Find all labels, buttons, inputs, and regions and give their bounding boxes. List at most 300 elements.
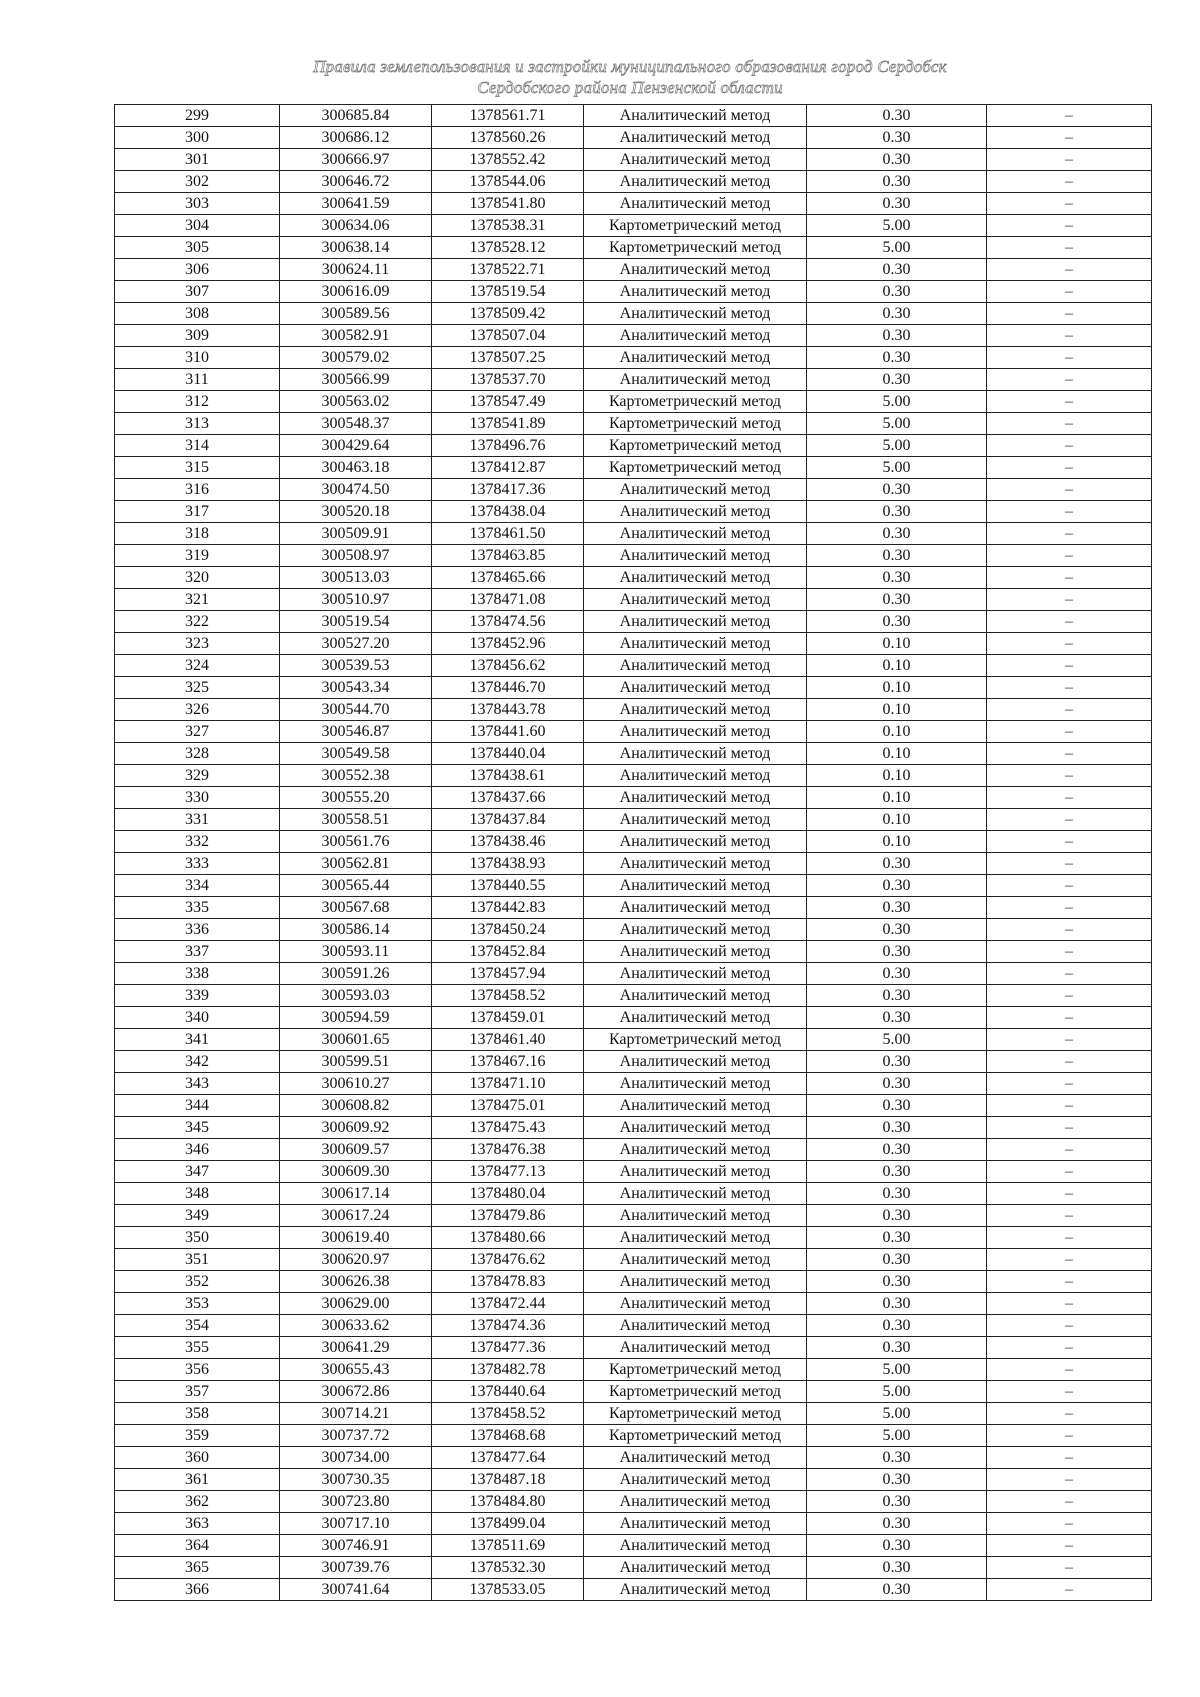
cell-accuracy: 0.30 [807,589,987,611]
cell-note: – [987,1557,1152,1579]
cell-method: Аналитический метод [584,963,807,985]
cell-y: 1378440.04 [432,743,584,765]
cell-method: Аналитический метод [584,149,807,171]
cell-note: – [987,1403,1152,1425]
cell-y: 1378533.05 [432,1579,584,1601]
cell-point-number: 317 [115,501,280,523]
cell-y: 1378465.66 [432,567,584,589]
cell-x: 300641.59 [280,193,432,215]
table-row [115,1249,1152,1271]
cell-x: 300548.37 [280,413,432,435]
cell-accuracy: 0.30 [807,171,987,193]
cell-x: 300593.03 [280,985,432,1007]
cell-x: 300567.68 [280,897,432,919]
cell-note: – [987,941,1152,963]
cell-x: 300620.97 [280,1249,432,1271]
cell-note: – [987,303,1152,325]
cell-y: 1378482.78 [432,1359,584,1381]
cell-y: 1378476.62 [432,1249,584,1271]
cell-point-number: 321 [115,589,280,611]
table-row [115,809,1152,831]
cell-x: 300589.56 [280,303,432,325]
table-row [115,413,1152,435]
cell-y: 1378461.50 [432,523,584,545]
table-row [115,941,1152,963]
cell-x: 300608.82 [280,1095,432,1117]
cell-y: 1378475.43 [432,1117,584,1139]
cell-point-number: 352 [115,1271,280,1293]
table-row [115,171,1152,193]
cell-accuracy: 0.30 [807,1535,987,1557]
page-header [180,56,1080,98]
cell-point-number: 327 [115,721,280,743]
cell-x: 300609.30 [280,1161,432,1183]
cell-method: Аналитический метод [584,567,807,589]
cell-point-number: 301 [115,149,280,171]
cell-point-number: 318 [115,523,280,545]
table-row [115,985,1152,1007]
cell-method: Аналитический метод [584,633,807,655]
cell-point-number: 342 [115,1051,280,1073]
cell-x: 300633.62 [280,1315,432,1337]
cell-method: Аналитический метод [584,589,807,611]
cell-y: 1378452.84 [432,941,584,963]
cell-method: Аналитический метод [584,1051,807,1073]
cell-point-number: 353 [115,1293,280,1315]
cell-accuracy: 0.10 [807,765,987,787]
cell-method: Аналитический метод [584,1535,807,1557]
cell-y: 1378538.31 [432,215,584,237]
cell-x: 300734.00 [280,1447,432,1469]
table-row [115,677,1152,699]
table-row [115,1139,1152,1161]
cell-note: – [987,1183,1152,1205]
cell-y: 1378477.64 [432,1447,584,1469]
cell-note: – [987,787,1152,809]
cell-note: – [987,391,1152,413]
cell-y: 1378561.71 [432,105,584,127]
cell-point-number: 306 [115,259,280,281]
cell-method: Аналитический метод [584,743,807,765]
cell-note: – [987,1359,1152,1381]
cell-point-number: 345 [115,1117,280,1139]
cell-x: 300741.64 [280,1579,432,1601]
cell-note: – [987,1315,1152,1337]
cell-accuracy: 0.30 [807,1139,987,1161]
cell-note: – [987,259,1152,281]
cell-note: – [987,1513,1152,1535]
cell-x: 300508.97 [280,545,432,567]
cell-method: Аналитический метод [584,831,807,853]
cell-x: 300558.51 [280,809,432,831]
cell-x: 300579.02 [280,347,432,369]
cell-method: Аналитический метод [584,897,807,919]
table-row [115,1227,1152,1249]
cell-method: Картометрический метод [584,215,807,237]
cell-y: 1378417.36 [432,479,584,501]
cell-y: 1378452.96 [432,633,584,655]
cell-accuracy: 0.10 [807,677,987,699]
cell-method: Картометрический метод [584,1359,807,1381]
cell-x: 300641.29 [280,1337,432,1359]
cell-y: 1378544.06 [432,171,584,193]
cell-x: 300552.38 [280,765,432,787]
cell-y: 1378438.46 [432,831,584,853]
cell-accuracy: 0.30 [807,567,987,589]
cell-y: 1378507.04 [432,325,584,347]
cell-accuracy: 0.30 [807,1315,987,1337]
cell-note: – [987,1161,1152,1183]
cell-x: 300617.24 [280,1205,432,1227]
cell-x: 300609.57 [280,1139,432,1161]
cell-note: – [987,1469,1152,1491]
cell-accuracy: 0.30 [807,1447,987,1469]
cell-accuracy: 0.30 [807,1095,987,1117]
cell-point-number: 361 [115,1469,280,1491]
cell-y: 1378471.10 [432,1073,584,1095]
table-row [115,831,1152,853]
cell-y: 1378438.61 [432,765,584,787]
cell-y: 1378537.70 [432,369,584,391]
cell-accuracy: 5.00 [807,1425,987,1447]
cell-x: 300730.35 [280,1469,432,1491]
cell-accuracy: 0.30 [807,1579,987,1601]
cell-note: – [987,1337,1152,1359]
cell-y: 1378463.85 [432,545,584,567]
cell-point-number: 325 [115,677,280,699]
cell-x: 300737.72 [280,1425,432,1447]
cell-method: Аналитический метод [584,369,807,391]
table-row [115,347,1152,369]
cell-note: – [987,1447,1152,1469]
cell-note: – [987,1381,1152,1403]
cell-x: 300672.86 [280,1381,432,1403]
cell-accuracy: 0.30 [807,963,987,985]
cell-point-number: 351 [115,1249,280,1271]
cell-note: – [987,1205,1152,1227]
cell-x: 300609.92 [280,1117,432,1139]
table-row [115,853,1152,875]
table-row [115,1535,1152,1557]
cell-note: – [987,611,1152,633]
cell-point-number: 343 [115,1073,280,1095]
cell-y: 1378457.94 [432,963,584,985]
cell-point-number: 323 [115,633,280,655]
cell-accuracy: 0.10 [807,809,987,831]
cell-note: – [987,699,1152,721]
cell-accuracy: 0.30 [807,1007,987,1029]
cell-y: 1378480.66 [432,1227,584,1249]
cell-note: – [987,171,1152,193]
cell-y: 1378478.83 [432,1271,584,1293]
cell-x: 300655.43 [280,1359,432,1381]
table-row [115,1469,1152,1491]
table-row [115,1557,1152,1579]
cell-note: – [987,149,1152,171]
cell-y: 1378519.54 [432,281,584,303]
table-row [115,391,1152,413]
cell-y: 1378522.71 [432,259,584,281]
table-row [115,215,1152,237]
cell-y: 1378487.18 [432,1469,584,1491]
cell-y: 1378446.70 [432,677,584,699]
cell-note: – [987,281,1152,303]
cell-x: 300717.10 [280,1513,432,1535]
cell-y: 1378467.16 [432,1051,584,1073]
cell-y: 1378499.04 [432,1513,584,1535]
cell-note: – [987,1073,1152,1095]
cell-method: Аналитический метод [584,655,807,677]
cell-method: Аналитический метод [584,809,807,831]
cell-accuracy: 0.30 [807,1513,987,1535]
table-row [115,127,1152,149]
cell-accuracy: 0.30 [807,1557,987,1579]
cell-note: – [987,853,1152,875]
cell-note: – [987,919,1152,941]
table-row [115,1183,1152,1205]
cell-method: Аналитический метод [584,523,807,545]
cell-point-number: 356 [115,1359,280,1381]
table-row [115,1315,1152,1337]
cell-method: Аналитический метод [584,1469,807,1491]
table-row [115,1051,1152,1073]
cell-method: Аналитический метод [584,611,807,633]
table-row [115,1359,1152,1381]
cell-note: – [987,897,1152,919]
cell-accuracy: 0.30 [807,501,987,523]
cell-method: Аналитический метод [584,1095,807,1117]
cell-accuracy: 0.30 [807,985,987,1007]
cell-method: Аналитический метод [584,1073,807,1095]
cell-accuracy: 0.30 [807,1491,987,1513]
cell-point-number: 349 [115,1205,280,1227]
cell-point-number: 328 [115,743,280,765]
cell-accuracy: 0.30 [807,1051,987,1073]
table-row [115,457,1152,479]
cell-x: 300543.34 [280,677,432,699]
cell-accuracy: 0.30 [807,1227,987,1249]
cell-accuracy: 0.30 [807,1249,987,1271]
cell-point-number: 300 [115,127,280,149]
cell-point-number: 344 [115,1095,280,1117]
cell-point-number: 347 [115,1161,280,1183]
table-row [115,1337,1152,1359]
cell-x: 300544.70 [280,699,432,721]
cell-y: 1378476.38 [432,1139,584,1161]
coordinates-table [114,104,1152,1601]
cell-accuracy: 0.30 [807,523,987,545]
cell-method: Аналитический метод [584,1227,807,1249]
cell-point-number: 341 [115,1029,280,1051]
cell-method: Аналитический метод [584,1249,807,1271]
cell-note: – [987,325,1152,347]
cell-accuracy: 5.00 [807,391,987,413]
cell-method: Аналитический метод [584,501,807,523]
cell-accuracy: 0.10 [807,787,987,809]
cell-point-number: 337 [115,941,280,963]
cell-accuracy: 5.00 [807,435,987,457]
cell-point-number: 359 [115,1425,280,1447]
table-row [115,919,1152,941]
cell-point-number: 319 [115,545,280,567]
table-row [115,545,1152,567]
cell-accuracy: 0.30 [807,611,987,633]
cell-method: Аналитический метод [584,699,807,721]
cell-x: 300563.02 [280,391,432,413]
cell-accuracy: 0.30 [807,1271,987,1293]
cell-note: – [987,721,1152,743]
table-row [115,1293,1152,1315]
cell-y: 1378471.08 [432,589,584,611]
cell-note: – [987,1139,1152,1161]
cell-method: Картометрический метод [584,457,807,479]
cell-accuracy: 0.30 [807,941,987,963]
cell-point-number: 322 [115,611,280,633]
cell-x: 300594.59 [280,1007,432,1029]
cell-note: – [987,523,1152,545]
table-row [115,1205,1152,1227]
cell-accuracy: 0.30 [807,919,987,941]
cell-accuracy: 0.30 [807,325,987,347]
cell-note: – [987,633,1152,655]
cell-x: 300686.12 [280,127,432,149]
cell-note: – [987,1425,1152,1447]
cell-method: Картометрический метод [584,413,807,435]
cell-accuracy: 0.30 [807,347,987,369]
cell-y: 1378477.36 [432,1337,584,1359]
cell-method: Аналитический метод [584,1513,807,1535]
cell-accuracy: 0.30 [807,1293,987,1315]
cell-method: Аналитический метод [584,1315,807,1337]
cell-x: 300549.58 [280,743,432,765]
cell-y: 1378475.01 [432,1095,584,1117]
table-row [115,787,1152,809]
cell-point-number: 315 [115,457,280,479]
cell-point-number: 309 [115,325,280,347]
cell-y: 1378456.62 [432,655,584,677]
cell-x: 300646.72 [280,171,432,193]
table-row [115,1271,1152,1293]
cell-note: – [987,1271,1152,1293]
cell-method: Аналитический метод [584,1117,807,1139]
cell-method: Картометрический метод [584,1403,807,1425]
cell-y: 1378458.52 [432,1403,584,1425]
cell-y: 1378477.13 [432,1161,584,1183]
cell-point-number: 336 [115,919,280,941]
cell-accuracy: 5.00 [807,1029,987,1051]
cell-point-number: 355 [115,1337,280,1359]
cell-method: Аналитический метод [584,1139,807,1161]
cell-accuracy: 0.10 [807,831,987,853]
cell-y: 1378441.60 [432,721,584,743]
cell-x: 300610.27 [280,1073,432,1095]
cell-point-number: 340 [115,1007,280,1029]
cell-accuracy: 0.30 [807,853,987,875]
cell-method: Аналитический метод [584,105,807,127]
cell-method: Аналитический метод [584,1007,807,1029]
cell-y: 1378438.93 [432,853,584,875]
cell-method: Аналитический метод [584,1491,807,1513]
cell-point-number: 312 [115,391,280,413]
cell-accuracy: 5.00 [807,215,987,237]
cell-note: – [987,435,1152,457]
table-row [115,875,1152,897]
cell-note: – [987,1227,1152,1249]
cell-x: 300539.53 [280,655,432,677]
cell-accuracy: 5.00 [807,1403,987,1425]
cell-y: 1378532.30 [432,1557,584,1579]
cell-method: Аналитический метод [584,545,807,567]
cell-method: Аналитический метод [584,259,807,281]
cell-method: Аналитический метод [584,853,807,875]
cell-x: 300591.26 [280,963,432,985]
header-line-2: Сердобского района Пензенской области [477,78,783,97]
cell-note: – [987,215,1152,237]
cell-y: 1378472.44 [432,1293,584,1315]
cell-note: – [987,765,1152,787]
cell-x: 300565.44 [280,875,432,897]
cell-y: 1378450.24 [432,919,584,941]
cell-method: Аналитический метод [584,325,807,347]
cell-method: Аналитический метод [584,677,807,699]
cell-accuracy: 0.30 [807,1161,987,1183]
cell-point-number: 335 [115,897,280,919]
cell-point-number: 310 [115,347,280,369]
cell-method: Аналитический метод [584,941,807,963]
cell-y: 1378440.55 [432,875,584,897]
cell-accuracy: 0.30 [807,897,987,919]
cell-y: 1378461.40 [432,1029,584,1051]
cell-note: – [987,413,1152,435]
table-row [115,369,1152,391]
cell-y: 1378468.68 [432,1425,584,1447]
cell-note: – [987,677,1152,699]
cell-accuracy: 0.30 [807,149,987,171]
table-row [115,611,1152,633]
table-row [115,1513,1152,1535]
cell-note: – [987,567,1152,589]
cell-method: Аналитический метод [584,127,807,149]
cell-accuracy: 0.30 [807,1117,987,1139]
table-row [115,1073,1152,1095]
cell-x: 300561.76 [280,831,432,853]
table-row [115,1403,1152,1425]
table-row [115,655,1152,677]
cell-y: 1378458.52 [432,985,584,1007]
cell-note: – [987,831,1152,853]
cell-accuracy: 0.10 [807,699,987,721]
table-row [115,501,1152,523]
cell-point-number: 366 [115,1579,280,1601]
cell-x: 300666.97 [280,149,432,171]
table-row [115,1579,1152,1601]
cell-point-number: 304 [115,215,280,237]
cell-note: – [987,1535,1152,1557]
table-row [115,1447,1152,1469]
table-row [115,479,1152,501]
cell-point-number: 360 [115,1447,280,1469]
cell-y: 1378507.25 [432,347,584,369]
cell-y: 1378509.42 [432,303,584,325]
cell-note: – [987,1117,1152,1139]
table-row [115,105,1152,127]
cell-y: 1378443.78 [432,699,584,721]
cell-method: Аналитический метод [584,1271,807,1293]
cell-y: 1378440.64 [432,1381,584,1403]
cell-y: 1378496.76 [432,435,584,457]
cell-x: 300617.14 [280,1183,432,1205]
cell-accuracy: 0.30 [807,479,987,501]
